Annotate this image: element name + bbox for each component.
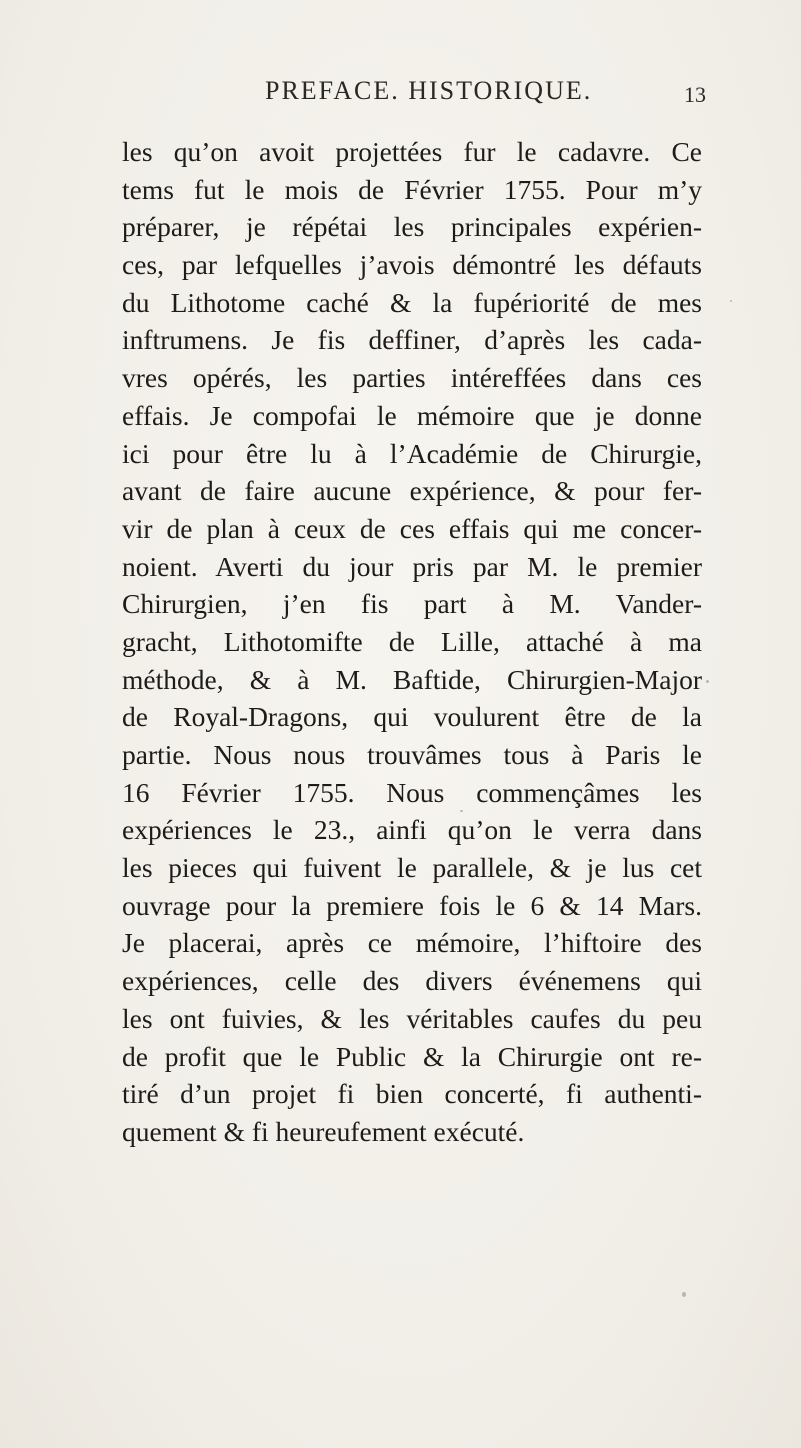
- text-line: partie. Nous nous trouvâmes tous à Paris le: [122, 739, 702, 770]
- text-line: Je placerai, après ce mémoire, l’hiftoire des: [122, 927, 702, 959]
- paper-speck: [706, 680, 709, 683]
- text-line: quement & fi heureufement exécuté.: [122, 1115, 525, 1147]
- running-head: PREFACE. HISTORIQUE.: [265, 76, 593, 105]
- text-line: tems fut le mois de Février 1755. Pour m’y: [122, 173, 702, 205]
- text-line: du Lithotome caché & la fupériorité de mes: [122, 286, 702, 318]
- text-line: avant de faire aucune expérience, & pour fer-: [122, 475, 702, 507]
- text-line: les pieces qui fuivent le parallele, & je lus cet: [122, 852, 702, 884]
- text-line: Chirurgien, j’en fis part à M. Vander-: [122, 588, 702, 620]
- text-line: expériences, celle des divers événemens qui: [122, 965, 702, 997]
- text-line: les qu’on avoit projettées fur le cadavre. Ce: [122, 136, 702, 167]
- text-line: préparer, je répétai les principales expérien-: [122, 211, 702, 243]
- paper-speck: [730, 300, 732, 302]
- text-line: de profit que le Public & la Chirurgie ont re-: [122, 1040, 702, 1072]
- text-line: méthode, & à M. Baftide, Chirurgien-Major: [122, 663, 702, 695]
- text-line: 16 Février 1755. Nous commençâmes les: [122, 776, 702, 808]
- paper-speck: [460, 810, 463, 812]
- text-line: vres opérés, les parties intéreffées dans ces: [122, 362, 702, 394]
- text-line: de Royal-Dragons, qui voulurent être de la: [122, 701, 702, 733]
- text-line: ici pour être lu à l’Académie de Chirurgie,: [122, 437, 702, 469]
- text-line: tiré d’un projet fi bien concerté, fi authenti-: [122, 1078, 702, 1110]
- text-line: vir de plan à ceux de ces effais qui me concer-: [122, 512, 702, 544]
- body-paragraph: [122, 133, 702, 1151]
- text-line: ouvrage pour la premiere fois le 6 & 14 Mars.: [122, 889, 702, 921]
- text-line: les ont fuivies, & les véritables caufes du peu: [122, 1002, 702, 1034]
- text-line: ces, par lefquelles j’avois démontré les défauts: [122, 249, 702, 281]
- text-line: noient. Averti du jour pris par M. le premier: [122, 550, 702, 582]
- paper-speck: [682, 1292, 686, 1297]
- page-number: 13: [684, 82, 706, 107]
- text-line: expériences le 23., ainfi qu’on le verra dans: [122, 814, 702, 846]
- text-line: inftrumens. Je fis deffiner, d’après les cada-: [122, 324, 702, 356]
- text-line: gracht, Lithotomifte de Lille, attaché à ma: [122, 625, 702, 657]
- text-line: effais. Je compofai le mémoire que je donne: [122, 399, 702, 431]
